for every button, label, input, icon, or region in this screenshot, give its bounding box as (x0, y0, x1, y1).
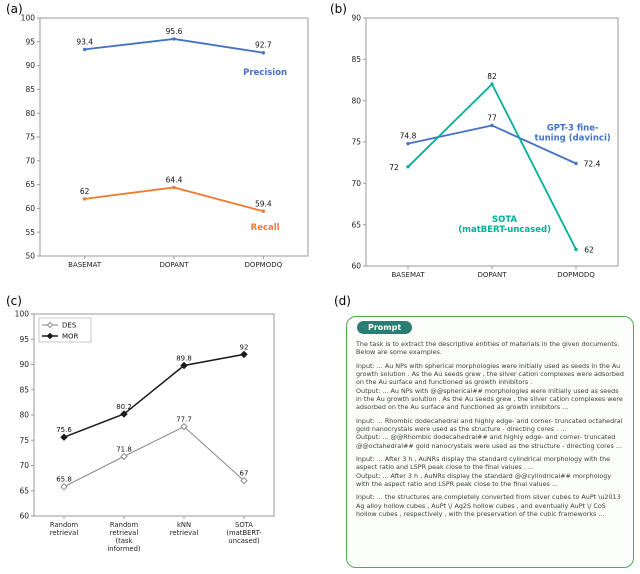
data-point (61, 484, 67, 490)
legend-label: DES (62, 321, 77, 330)
prompt-example (356, 417, 626, 450)
x-tick-label: Random retrieval (task informed) (107, 521, 141, 553)
prompt-text (356, 340, 626, 563)
data-point (172, 37, 175, 40)
data-point (262, 51, 265, 54)
y-tick-label: 90 (19, 360, 29, 370)
y-tick-label: 85 (351, 54, 361, 64)
y-tick-label: 65 (19, 486, 29, 496)
x-tick-label: BASEMAT (391, 271, 425, 279)
y-tick-label: 70 (19, 461, 29, 471)
value-label: 93.4 (76, 37, 94, 47)
value-label: 77 (487, 113, 497, 123)
value-label: 77.7 (176, 415, 192, 424)
y-tick-label: 80 (19, 410, 29, 420)
value-label: 80.2 (116, 402, 132, 411)
value-label: 82 (487, 72, 497, 82)
data-point (574, 248, 577, 251)
y-tick-label: 100 (14, 309, 29, 319)
data-point (262, 210, 265, 213)
chart-gpt3-vs-sota (338, 8, 634, 292)
prompt-box (346, 316, 634, 568)
value-label: 65.8 (56, 475, 72, 484)
data-point (83, 197, 86, 200)
data-point (406, 165, 409, 168)
y-tick-label: 85 (19, 385, 29, 395)
prompt-example (356, 493, 626, 518)
data-point (490, 82, 493, 85)
panel-label-b: (b) (330, 2, 347, 16)
y-tick-label: 80 (351, 96, 361, 106)
series-annotation: Recall (250, 222, 280, 233)
panel-label-d: (d) (334, 294, 351, 308)
value-label: 71.8 (116, 445, 132, 454)
prompt-input-line: Input: ... Au NPs with spherical morphologies were initially used as seeds in the Au growth solution . As the Au seeds grew , the silver cation complexes were adsorbed on the Au surface and functioned as growth inhibitors . (356, 361, 624, 387)
y-tick-label: 100 (20, 13, 35, 23)
data-point (406, 142, 409, 145)
x-tick-label: DOPANT (477, 271, 507, 279)
chart-retrieval-strategies (8, 306, 318, 572)
plot-border (40, 18, 308, 256)
series-annotation: GPT-3 fine- (546, 123, 599, 134)
x-tick-label: BASEMAT (68, 261, 102, 269)
series-line (85, 187, 264, 211)
value-label: 62 (584, 245, 594, 255)
y-tick-label: 60 (351, 261, 361, 271)
x-tick-label: DOPMODQ (244, 261, 283, 269)
value-label: 72 (389, 162, 399, 172)
y-tick-label: 75 (25, 132, 35, 142)
x-tick-label: DOPMODQ (557, 271, 595, 279)
y-tick-label: 55 (25, 227, 35, 237)
plot-border (34, 314, 274, 516)
series-annotation: (matBERT-uncased) (458, 225, 551, 236)
series-line (64, 354, 244, 437)
y-tick-label: 85 (25, 85, 35, 94)
x-tick-label: kNN retrieval (169, 521, 199, 537)
panel-label-c: (c) (6, 294, 22, 308)
series-line (85, 39, 264, 53)
prompt-example (356, 362, 626, 412)
x-tick-label: DOPANT (159, 261, 189, 269)
data-point (121, 453, 127, 459)
x-tick-label: Random retrieval (49, 521, 79, 537)
value-label: 89.8 (176, 354, 192, 363)
y-tick-label: 95 (19, 334, 29, 344)
data-point (490, 124, 493, 127)
y-tick-label: 90 (25, 61, 35, 71)
chart-precision-recall (10, 8, 320, 280)
prompt-output-line: Output: ... Au NPs with @@spherical## morphologies were initially used as seeds in the Au growth solution . As the Au seeds grew , the silver cation complexes were adsorbed on the Au surface and functioned as growth inhibitors ... (356, 386, 623, 412)
series-annotation: Precision (243, 68, 288, 79)
value-label: 72.4 (583, 159, 601, 169)
y-tick-label: 65 (25, 180, 35, 190)
prompt-input-line: Input: ... Rhombic dodecahedral and highly edge- and corner- truncated octahedral gold nanocrystals were used as the structure - directing cores . ... (356, 416, 623, 433)
prompt-intro: The task is to extract the descriptive entities of materials in the given documents. Below are some examples. (356, 340, 620, 357)
y-tick-label: 90 (351, 13, 361, 23)
value-label: 95.6 (165, 26, 183, 36)
legend-label: MOR (62, 332, 79, 341)
y-tick-label: 60 (19, 511, 29, 521)
value-label: 75.6 (56, 426, 72, 435)
value-label: 59.4 (254, 199, 272, 209)
y-tick-label: 70 (25, 156, 35, 166)
series-annotation: SOTA (492, 215, 518, 226)
prompt-input-line: Input: ... After 3 h , AuNRs display the standard cylindrical morphology with the aspect ratio and LSPR peak close to the final values . ... (356, 454, 611, 472)
data-point (574, 162, 577, 165)
value-label: 64.4 (165, 175, 183, 185)
y-tick-label: 65 (351, 220, 361, 230)
value-label: 92 (239, 343, 249, 352)
value-label: 74.8 (399, 131, 417, 141)
y-tick-label: 95 (25, 37, 35, 47)
y-tick-label: 50 (25, 251, 35, 261)
prompt-output-line: Output: ... After 3 h , AuNRs display the standard @@cylindrical## morphology with the aspect ratio and LSPR peak close to the final values ... (356, 471, 612, 488)
value-label: 67 (239, 469, 249, 478)
panel-label-a: (a) (6, 2, 23, 16)
data-point (241, 351, 247, 357)
y-tick-label: 75 (19, 435, 29, 445)
data-point (172, 186, 175, 189)
data-point (61, 434, 67, 440)
value-label: 62 (79, 186, 90, 196)
series-annotation: tuning (davinci) (534, 133, 611, 144)
value-label: 92.7 (254, 40, 272, 50)
x-tick-label: SOTA (matBERT-uncased) (226, 521, 262, 545)
y-tick-label: 60 (25, 204, 35, 213)
prompt-badge: Prompt (357, 321, 412, 334)
prompt-input-line: Input: ... the structures are completely converted from silver cubes to AuPt \u2013 Ag alloy hollow cubes , AuPt \/ Ag2S hollow cubes , and eventually AuPt \/ CoS hollow cubes , respectively , with the preservation of the cubic frameworks ... (356, 493, 621, 518)
data-point (83, 48, 86, 51)
y-tick-label: 75 (351, 137, 361, 147)
series-line (64, 427, 244, 487)
y-tick-label: 80 (25, 108, 35, 118)
prompt-output-line: Output: ... @@Rhombic dodecahedral## and highly edge- and corner- truncated @@octahedral## gold nanocrystals were used as the structure - directing cores ... (356, 433, 622, 450)
y-tick-label: 70 (351, 178, 361, 188)
prompt-example (356, 455, 626, 488)
